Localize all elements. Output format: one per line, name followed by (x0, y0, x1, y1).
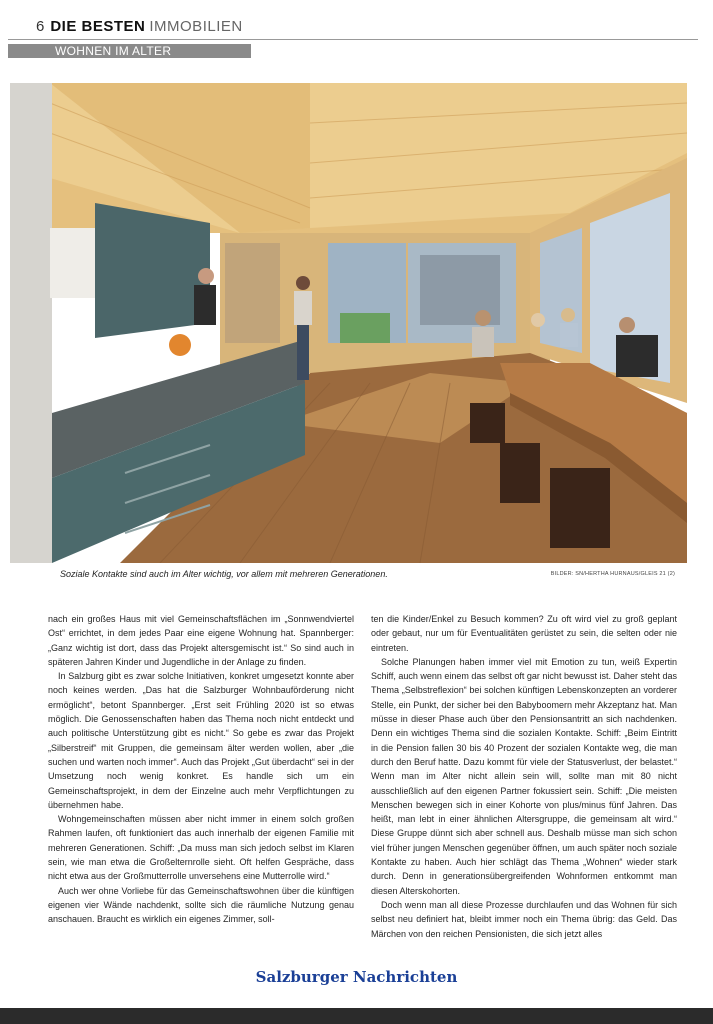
header-rule (8, 39, 698, 40)
newspaper-masthead: Salzburger Nachrichten (255, 968, 458, 986)
article-photo (10, 83, 687, 563)
bottom-edge (0, 1008, 713, 1024)
section-label: WOHNEN IM ALTER (8, 44, 251, 58)
article-column-left (48, 612, 354, 927)
paragraph: Wohngemeinschaften müssen aber nicht immer in einem solch großen Rahmen laufen, oft funktioniert das auch innerhalb der eigenen Familie mit mehreren Generationen. Schiff: „Da muss man sich jedoch selbst im Klaren sein, wie man etwa die Großelternrolle sieht. Oft helfen Gespräche, dass nicht etwa aus der Großmutterrolle unversehens eine Mutterrolle wird.“ (48, 814, 354, 882)
paragraph: In Salzburg gibt es zwar solche Initiativen, konkret umgesetzt konnte aber noch keines werden. „Das hat die Salzburger Wohnbauförderung nicht ermöglicht“, betont Spannberger. „Erst seit Frühling 2020 ist so etwas möglich. Die Genossenschaften haben das Thema noch nicht entdeckt und auch politische Unterstützung gibt es nicht.“ So gebe es zwar das Projekt „Silberstreif“ mit Gruppen, die gemeinsam älter werden wollen, aber „die suchen und warten noch immer“. Auch das Projekt „Gut überdacht“ sei in der Umsetzung noch wenig konkret. Es handle sich um ein Gemeinschaftsprojekt, in dem der Einzelne auch mehr Verpflichtungen zu übernehmen habe. (48, 671, 354, 810)
photo-caption: Soziale Kontakte sind auch im Alter wichtig, vor allem mit mehreren Generationen. (60, 569, 388, 579)
paragraph: nach ein großes Haus mit viel Gemeinschaftsflächen im „Sonnwendviertel Ost“ errichtet, in dem jedes Paar eine eigene Wohnung hat. Spannberger: „Ganz wichtig ist dort, dass das Projekt altersgemischt ist.“ So sind auch in späteren Jahren Kinder und Jugendliche in der Anlage zu finden. (48, 614, 354, 667)
header-title-bold: DIE BESTEN (50, 18, 146, 35)
paragraph: ten die Kinder/Enkel zu Besuch kommen? Zu oft wird viel zu groß geplant oder gebaut, nur um für Eventualitäten gerüstet zu sein, die selten oder nie eintreten. (371, 614, 677, 653)
header-title-light: IMMOBILIEN (149, 18, 243, 35)
page-number: 6 (36, 18, 45, 35)
paragraph: Auch wer ohne Vorliebe für das Gemeinschaftswohnen über die künftigen eigenen vier Wände nachdenkt, sollte sich die räumliche Nutzung genau anschauen. Braucht es wirklich ein eigenes Zimmer, soll- (48, 885, 354, 925)
article-column-right (371, 612, 677, 941)
page-header (36, 18, 686, 36)
photo-credit: BILDER: SN/HERTHA HURNAUS/GLEIS 21 (2) (550, 571, 675, 577)
paragraph: Solche Planungen haben immer viel mit Emotion zu tun, weiß Expertin Schiff, auch wenn einem das selbst oft gar nicht bewusst ist. Daher steht das Thema „Selbstreflexion“ bei solchen künftigen Lebenskonzepten an vorderer Stelle, ein Punkt, der sicher bei den Babyboomern mehr Akzeptanz hat. Man müsse in dieser Phase auch über den Pensionsantritt an sich nachdenken. Denn ein wichtiges Thema sind die sozialen Kontakte. Schiff: „Beim Eintritt in die Pension fallen 30 bis 40 Prozent der sozialen Kontakte weg, die man durch den Beruf hatte. Dazu kommt für viele der Statusverlust, der belastet.“ Wenn man im Alter nicht allein sein will, sollte man mit 80 nicht ausschließlich auf den eigenen Partner fokussiert sein. Schiff: „Die meisten Menschen bewegen sich in einer Kohorte von plus/minus fünf Jahren. Das heißt, man lebt in einer ähnlichen Altersgruppe, die gemeinsam alt wird.“ Diese Gruppe dünnt sich aber schnell aus. Deshalb müsse man sich schon viel früher jungen Menschen gegenüber öffnen, um auch später noch soziale Kontakte zu haben. Auch hier schlägt das Thema „Wohnen“ wieder stark durch. Denn in generationsübergreifenden Wohnformen entkommt man diesen Alterskohorten. (371, 656, 677, 896)
paragraph: Doch wenn man all diese Prozesse durchlaufen und das Wohnen für sich selbst neu definiert hat, bleibt immer noch ein Thema übrig: das Geld. Das Märchen von den reichen Pensionisten, die sich jetzt alles (371, 899, 677, 939)
